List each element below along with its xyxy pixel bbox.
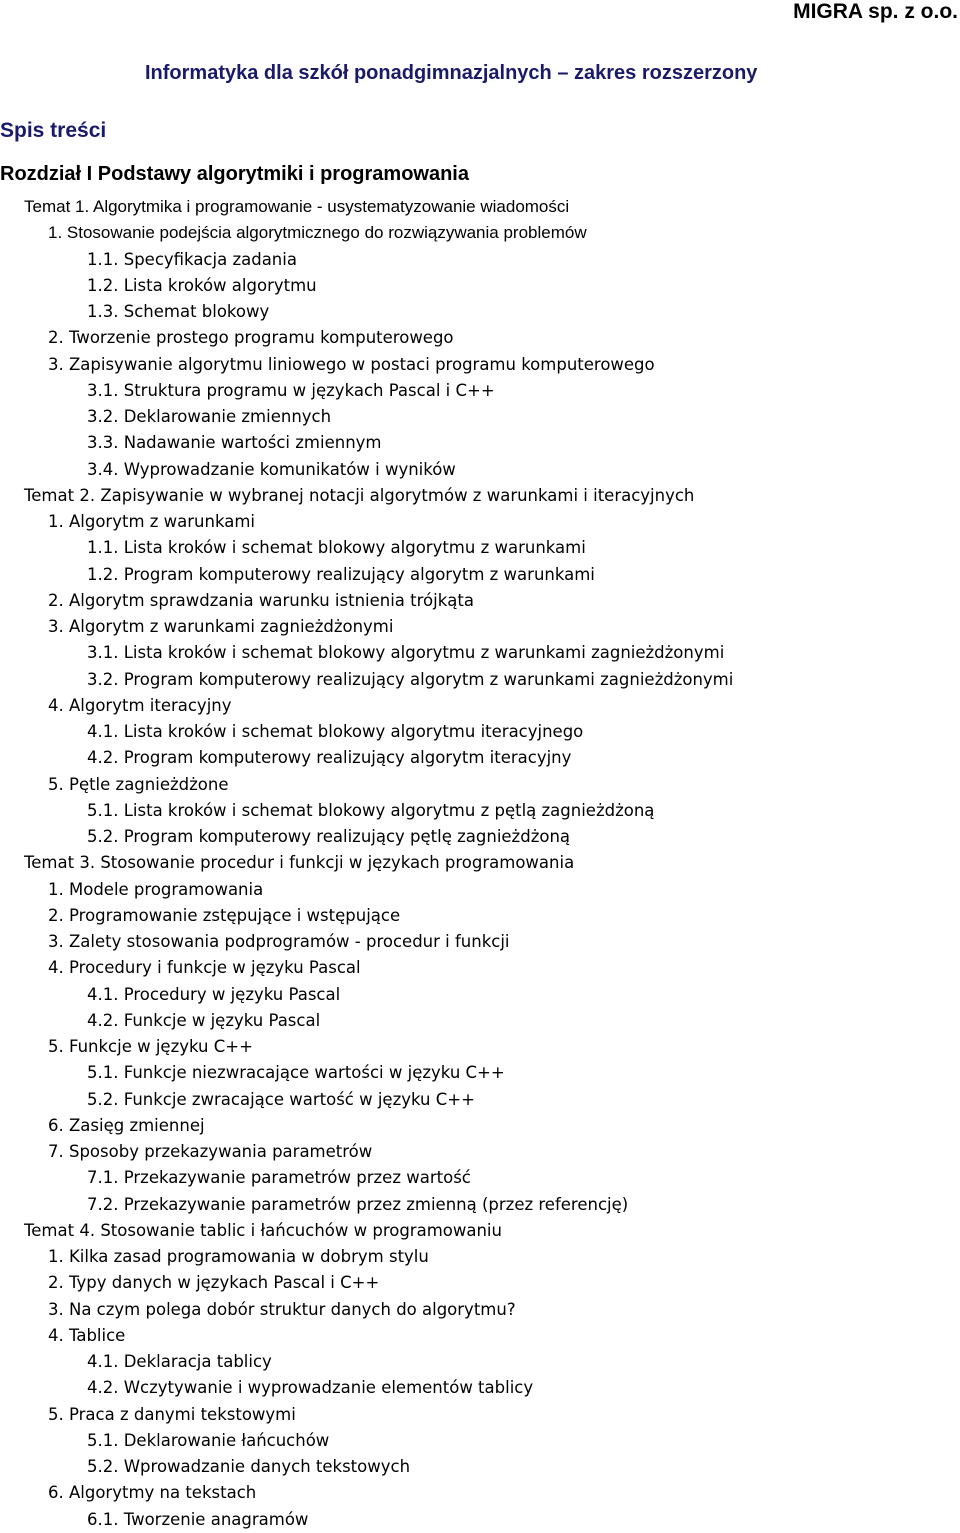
toc-entry: 7.1. Przekazywanie parametrów przez wartość [87, 1168, 471, 1188]
table-of-contents [0, 194, 960, 1533]
toc-topic: Temat 3. Stosowanie procedur i funkcji w językach programowania [24, 853, 575, 873]
toc-entry: 5.2. Program komputerowy realizujący pętlę zagnieżdżoną [87, 827, 571, 846]
toc-topic: Temat 1. Algorytmika i programowanie - usystematyzowanie wiadomości [24, 197, 570, 216]
toc-entry: 4. Procedury i funkcje w języku Pascal [48, 958, 361, 978]
toc-entry: 1.3. Schemat blokowy [87, 302, 270, 321]
toc-entry: 1. Algorytm z warunkami [48, 512, 256, 531]
toc-entry: 3. Zapisywanie algorytmu liniowego w postaci programu komputerowego [48, 354, 655, 374]
toc-topic: Temat 4. Stosowanie tablic i łańcuchów w programowaniu [24, 1220, 502, 1240]
toc-entry: 5.2. Wprowadzanie danych tekstowych [87, 1457, 411, 1476]
toc-entry: 2. Tworzenie prostego programu komputerowego [48, 328, 454, 348]
toc-entry: 5.1. Funkcje niezwracające wartości w języku C++ [87, 1063, 505, 1083]
toc-entry: 1. Modele programowania [48, 879, 264, 899]
book-title: Informatyka dla szkół ponadgimnazjalnych – zakres rozszerzony [145, 62, 758, 84]
toc-entry: 5. Funkcje w języku C++ [48, 1037, 253, 1056]
toc-entry: 3.2. Program komputerowy realizujący algorytm z warunkami zagnieżdżonymi [87, 669, 734, 689]
toc-entry: 2. Typy danych w językach Pascal i C++ [48, 1273, 380, 1293]
toc-heading: Spis treści [0, 119, 107, 142]
toc-entry: 2. Algorytm sprawdzania warunku istnienia trójkąta [48, 590, 474, 610]
toc-entry: 3.3. Nadawanie wartości zmiennym [87, 433, 382, 453]
toc-topic: Temat 2. Zapisywanie w wybranej notacji algorytmów z warunkami i iteracyjnych [24, 485, 695, 505]
toc-entry: 6.1. Tworzenie anagramów [87, 1509, 309, 1529]
toc-entry: 5. Pętle zagnieżdżone [48, 774, 229, 794]
toc-entry: 5. Praca z danymi tekstowymi [48, 1404, 296, 1424]
toc-entry: 3. Na czym polega dobór struktur danych do algorytmu? [48, 1299, 516, 1319]
toc-entry: 4.2. Funkcje w języku Pascal [87, 1010, 321, 1030]
toc-entry: 1.2. Program komputerowy realizujący algorytm z warunkami [87, 564, 595, 584]
toc-entry: 4.2. Program komputerowy realizujący algorytm iteracyjny [87, 748, 572, 768]
toc-entry: 7. Sposoby przekazywania parametrów [48, 1142, 373, 1161]
toc-entry: 4.1. Deklaracja tablicy [87, 1352, 272, 1371]
toc-entry: 4.1. Lista kroków i schemat blokowy algorytmu iteracyjnego [87, 722, 584, 741]
toc-entry: 6. Zasięg zmiennej [48, 1115, 205, 1135]
toc-entry: 3.1. Lista kroków i schemat blokowy algorytmu z warunkami zagnieżdżonymi [87, 643, 725, 663]
toc-entry: 2. Programowanie zstępujące i wstępujące [48, 905, 401, 925]
toc-entry: 3. Zalety stosowania podprogramów - procedur i funkcji [48, 932, 510, 951]
toc-entry: 5.1. Lista kroków i schemat blokowy algorytmu z pętlą zagnieżdżoną [87, 800, 655, 820]
toc-entry: 1.1. Lista kroków i schemat blokowy algorytmu z warunkami [87, 538, 586, 558]
toc-entry: 6. Algorytmy na tekstach [48, 1483, 257, 1503]
toc-entry: 3.4. Wyprowadzanie komunikatów i wyników [87, 459, 456, 479]
chapter-title: Rozdział I Podstawy algorytmiki i programowania [0, 163, 469, 185]
toc-entry: 1. Stosowanie podejścia algorytmicznego do rozwiązywania problemów [48, 223, 587, 243]
toc-entry: 3.2. Deklarowanie zmiennych [87, 407, 332, 426]
publisher-name: MIGRA sp. z o.o. [793, 0, 958, 23]
toc-entry: 7.2. Przekazywanie parametrów przez zmienną (przez referencję) [87, 1194, 629, 1214]
toc-entry: 3. Algorytm z warunkami zagnieżdżonymi [48, 617, 394, 636]
toc-entry: 4. Tablice [48, 1325, 126, 1345]
toc-entry: 1. Kilka zasad programowania w dobrym stylu [48, 1247, 429, 1266]
toc-entry: 3.1. Struktura programu w językach Pascal i C++ [87, 380, 495, 400]
toc-entry: 1.2. Lista kroków algorytmu [87, 275, 317, 295]
toc-entry: 5.1. Deklarowanie łańcuchów [87, 1430, 330, 1450]
toc-entry: 5.2. Funkcje zwracające wartość w języku C++ [87, 1089, 475, 1109]
toc-entry: 4.2. Wczytywanie i wyprowadzanie elementów tablicy [87, 1378, 534, 1398]
toc-entry: 4.1. Procedury w języku Pascal [87, 984, 341, 1004]
toc-entry: 1.1. Specyfikacja zadania [87, 249, 297, 269]
toc-entry: 4. Algorytm iteracyjny [48, 695, 232, 715]
